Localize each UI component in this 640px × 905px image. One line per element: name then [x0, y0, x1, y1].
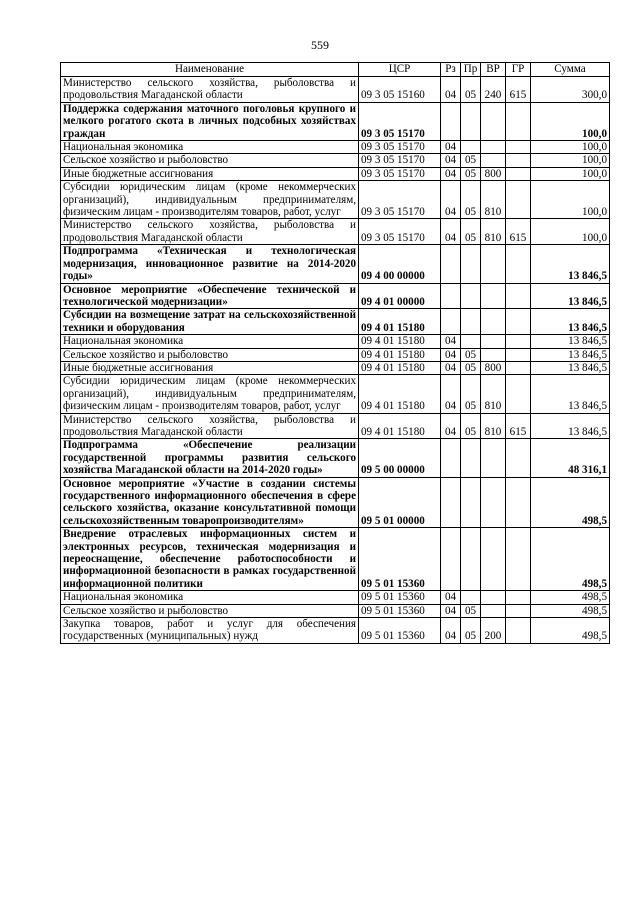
row-vr: 810	[481, 181, 506, 219]
table-row	[61, 167, 610, 180]
row-pr	[461, 528, 481, 591]
row-name: Внедрение отраслевых информационных систем и электронных ресурсов, техническая модернизация и переоснащение, обеспечение работоспособности и информационной безопасности в рамках государственной информационной политики	[61, 528, 359, 591]
table-row	[61, 528, 610, 591]
row-rz	[441, 528, 461, 591]
row-pr	[461, 141, 481, 154]
row-rz	[441, 245, 461, 283]
row-name: Субсидии на возмещение затрат на сельскохозяйственной техники и оборудования	[61, 309, 359, 335]
row-gr	[506, 439, 531, 477]
table-row	[61, 154, 610, 167]
table-row	[61, 361, 610, 374]
row-vr	[481, 283, 506, 309]
row-pr: 05	[461, 413, 481, 439]
row-csr: 09 4 01 15180	[359, 375, 441, 413]
row-vr	[481, 604, 506, 617]
header-name: Наименование	[61, 63, 359, 77]
row-csr: 09 5 01 00000	[359, 477, 441, 528]
row-gr	[506, 618, 531, 644]
row-rz: 04	[441, 361, 461, 374]
row-pr: 05	[461, 77, 481, 103]
row-sum: 300,0	[531, 77, 610, 103]
row-sum: 100,0	[531, 167, 610, 180]
row-gr	[506, 348, 531, 361]
row-csr: 09 3 05 15170	[359, 181, 441, 219]
row-pr	[461, 477, 481, 528]
row-vr	[481, 245, 506, 283]
row-pr: 05	[461, 361, 481, 374]
row-pr	[461, 439, 481, 477]
row-csr: 09 3 05 15170	[359, 219, 441, 245]
row-name: Национальная экономика	[61, 591, 359, 604]
row-name: Сельское хозяйство и рыболовство	[61, 154, 359, 167]
row-vr: 810	[481, 375, 506, 413]
row-name: Основное мероприятие «Обеспечение технической и технологической модернизации»	[61, 283, 359, 309]
row-csr: 09 3 05 15170	[359, 167, 441, 180]
header-sum: Сумма	[531, 63, 610, 77]
row-name: Национальная экономика	[61, 141, 359, 154]
header-pr: Пр	[461, 63, 481, 77]
row-csr: 09 5 00 00000	[359, 439, 441, 477]
row-pr	[461, 335, 481, 348]
row-vr: 200	[481, 618, 506, 644]
row-vr	[481, 348, 506, 361]
row-csr: 09 4 01 15180	[359, 309, 441, 335]
row-gr	[506, 141, 531, 154]
row-sum: 100,0	[531, 102, 610, 140]
row-vr	[481, 141, 506, 154]
row-sum: 48 316,1	[531, 439, 610, 477]
row-rz	[441, 477, 461, 528]
table-row	[61, 618, 610, 644]
row-gr	[506, 528, 531, 591]
row-rz: 04	[441, 219, 461, 245]
row-csr: 09 5 01 15360	[359, 618, 441, 644]
row-vr: 240	[481, 77, 506, 103]
row-gr	[506, 154, 531, 167]
row-csr: 09 5 01 15360	[359, 604, 441, 617]
row-rz: 04	[441, 375, 461, 413]
row-rz: 04	[441, 181, 461, 219]
table-row	[61, 335, 610, 348]
row-csr: 09 4 01 15180	[359, 348, 441, 361]
row-rz	[441, 439, 461, 477]
row-name: Министерство сельского хозяйства, рыболовства и продовольствия Магаданской области	[61, 219, 359, 245]
row-name: Подпрограмма «Обеспечение реализации государственной программы развития сельского хозяйства Магаданской области на 2014-2020 годы»	[61, 439, 359, 477]
row-name: Закупка товаров, работ и услуг для обеспечения государственных (муниципальных) нужд	[61, 618, 359, 644]
row-sum: 13 846,5	[531, 413, 610, 439]
row-gr	[506, 335, 531, 348]
row-vr	[481, 439, 506, 477]
row-rz	[441, 102, 461, 140]
row-rz: 04	[441, 348, 461, 361]
row-gr	[506, 102, 531, 140]
row-name: Министерство сельского хозяйства, рыболовства и продовольствия Магаданской области	[61, 413, 359, 439]
row-sum: 13 846,5	[531, 309, 610, 335]
header-gr: ГР	[506, 63, 531, 77]
row-sum: 100,0	[531, 219, 610, 245]
row-csr: 09 5 01 15360	[359, 591, 441, 604]
row-pr	[461, 591, 481, 604]
row-gr	[506, 477, 531, 528]
row-name: Субсидии юридическим лицам (кроме некоммерческих организаций), индивидуальным предпринимателям, физическим лицам - производителям товаров, работ, услуг	[61, 375, 359, 413]
table-row	[61, 348, 610, 361]
row-name: Поддержка содержания маточного поголовья крупного и мелкого рогатого скота в личных подсобных хозяйствах граждан	[61, 102, 359, 140]
row-rz: 04	[441, 591, 461, 604]
row-name: Сельское хозяйство и рыболовство	[61, 348, 359, 361]
row-gr: 615	[506, 219, 531, 245]
table-row	[61, 245, 610, 283]
row-csr: 09 4 01 00000	[359, 283, 441, 309]
row-pr: 05	[461, 167, 481, 180]
row-rz: 04	[441, 167, 461, 180]
row-csr: 09 3 05 15170	[359, 141, 441, 154]
table-row	[61, 141, 610, 154]
row-sum: 100,0	[531, 141, 610, 154]
row-gr	[506, 375, 531, 413]
table-row	[61, 477, 610, 528]
row-name: Иные бюджетные ассигнования	[61, 361, 359, 374]
row-sum: 13 846,5	[531, 361, 610, 374]
table-row	[61, 309, 610, 335]
row-sum: 498,5	[531, 591, 610, 604]
row-rz: 04	[441, 618, 461, 644]
table-row	[61, 219, 610, 245]
row-pr	[461, 283, 481, 309]
row-csr: 09 4 01 15180	[359, 361, 441, 374]
row-vr	[481, 335, 506, 348]
row-csr: 09 3 05 15170	[359, 154, 441, 167]
table-row	[61, 591, 610, 604]
row-rz: 04	[441, 141, 461, 154]
row-sum: 13 846,5	[531, 283, 610, 309]
row-csr: 09 3 05 15160	[359, 77, 441, 103]
row-rz: 04	[441, 413, 461, 439]
row-pr: 05	[461, 618, 481, 644]
row-sum: 100,0	[531, 154, 610, 167]
row-rz: 04	[441, 77, 461, 103]
row-name: Национальная экономика	[61, 335, 359, 348]
row-csr: 09 4 00 00000	[359, 245, 441, 283]
row-sum: 13 846,5	[531, 348, 610, 361]
table-row	[61, 413, 610, 439]
row-vr	[481, 102, 506, 140]
table-header-row	[61, 63, 610, 77]
row-name: Министерство сельского хозяйства, рыболовства и продовольствия Магаданской области	[61, 77, 359, 103]
row-pr	[461, 245, 481, 283]
row-name: Субсидии юридическим лицам (кроме некоммерческих организаций), индивидуальным предпринимателям, физическим лицам - производителям товаров, работ, услуг	[61, 181, 359, 219]
row-pr: 05	[461, 348, 481, 361]
row-gr	[506, 181, 531, 219]
page-number: 559	[311, 38, 329, 52]
row-gr	[506, 245, 531, 283]
row-pr	[461, 309, 481, 335]
row-vr: 810	[481, 413, 506, 439]
row-rz: 04	[441, 154, 461, 167]
row-sum: 13 846,5	[531, 335, 610, 348]
row-sum: 13 846,5	[531, 245, 610, 283]
row-sum: 498,5	[531, 528, 610, 591]
row-gr	[506, 309, 531, 335]
row-vr	[481, 309, 506, 335]
row-sum: 498,5	[531, 618, 610, 644]
table-row	[61, 77, 610, 103]
row-name: Основное мероприятие «Участие в создании системы государственного информационного обеспечения в сфере сельского хозяйства, оказание консультативной помощи сельскохозяйственным товаропроизводителям»	[61, 477, 359, 528]
row-rz	[441, 309, 461, 335]
header-vr: ВР	[481, 63, 506, 77]
row-rz	[441, 283, 461, 309]
row-pr: 05	[461, 181, 481, 219]
row-vr	[481, 154, 506, 167]
table-row	[61, 283, 610, 309]
row-gr	[506, 604, 531, 617]
row-gr	[506, 361, 531, 374]
row-csr: 09 4 01 15180	[359, 413, 441, 439]
row-sum: 100,0	[531, 181, 610, 219]
header-rz: Рз	[441, 63, 461, 77]
table-row	[61, 439, 610, 477]
table-row	[61, 604, 610, 617]
row-sum: 13 846,5	[531, 375, 610, 413]
row-vr	[481, 477, 506, 528]
row-gr	[506, 591, 531, 604]
row-csr: 09 4 01 15180	[359, 335, 441, 348]
header-csr: ЦСР	[359, 63, 441, 77]
row-csr: 09 3 05 15170	[359, 102, 441, 140]
row-gr: 615	[506, 77, 531, 103]
row-pr	[461, 102, 481, 140]
row-pr: 05	[461, 375, 481, 413]
row-vr: 800	[481, 167, 506, 180]
row-name: Подпрограмма «Техническая и технологическая модернизация, инновационное развитие на 2014-2020 годы»	[61, 245, 359, 283]
row-vr: 810	[481, 219, 506, 245]
row-rz: 04	[441, 604, 461, 617]
row-pr: 05	[461, 219, 481, 245]
row-pr: 05	[461, 154, 481, 167]
row-vr	[481, 591, 506, 604]
budget-table	[60, 62, 610, 644]
row-gr	[506, 283, 531, 309]
row-name: Иные бюджетные ассигнования	[61, 167, 359, 180]
table-row	[61, 102, 610, 140]
table-row	[61, 181, 610, 219]
row-name: Сельское хозяйство и рыболовство	[61, 604, 359, 617]
row-sum: 498,5	[531, 604, 610, 617]
row-rz: 04	[441, 335, 461, 348]
row-sum: 498,5	[531, 477, 610, 528]
row-csr: 09 5 01 15360	[359, 528, 441, 591]
row-gr: 615	[506, 413, 531, 439]
row-vr: 800	[481, 361, 506, 374]
row-pr: 05	[461, 604, 481, 617]
row-gr	[506, 167, 531, 180]
row-vr	[481, 528, 506, 591]
table-row	[61, 375, 610, 413]
